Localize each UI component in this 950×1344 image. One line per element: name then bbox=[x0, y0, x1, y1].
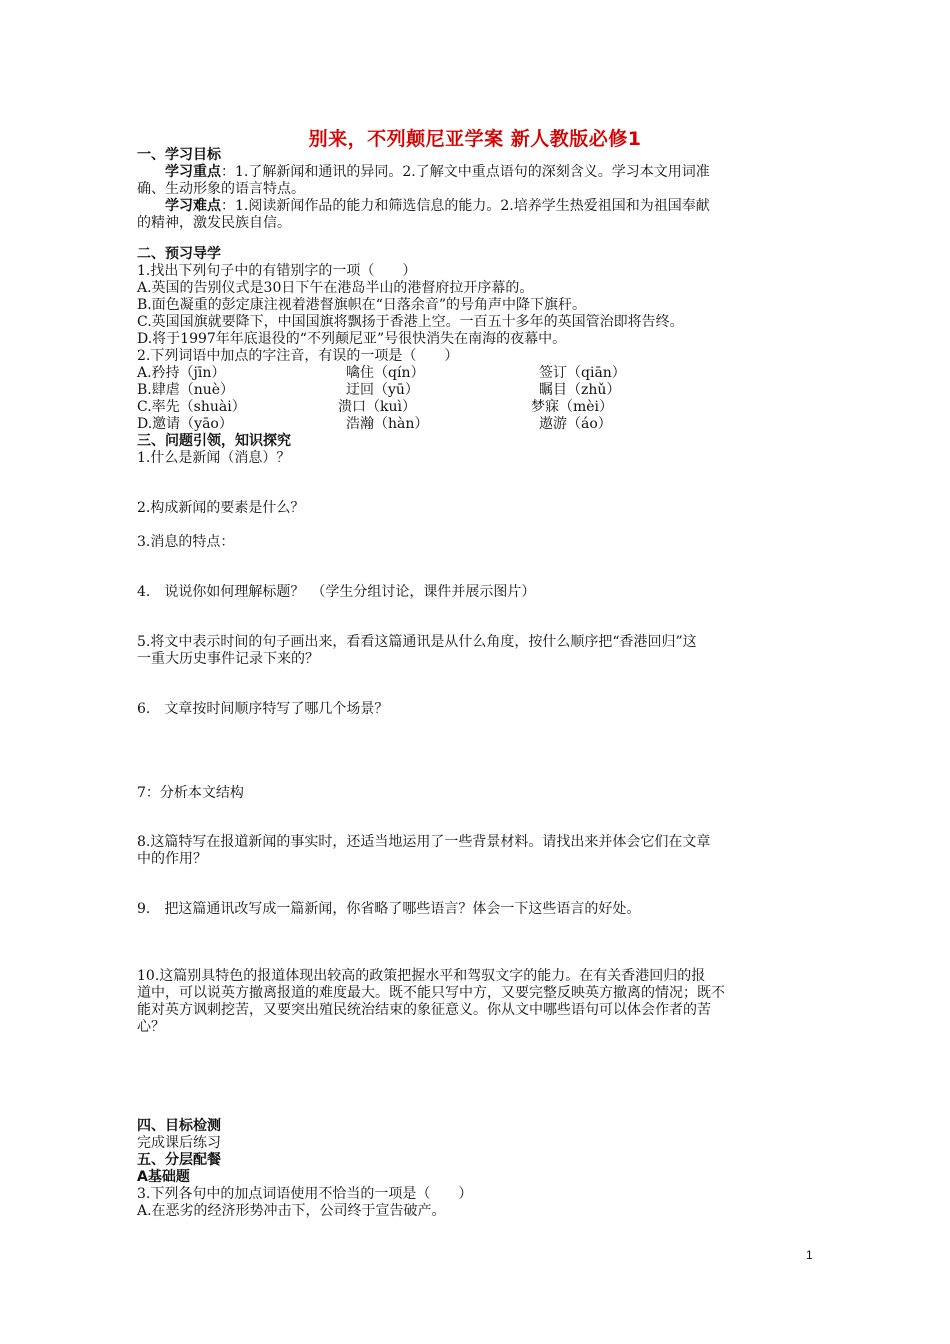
preview-q1-option-d: D.将于1997年年底退役的“不列颠尼亚”号很快消失在南海的夜幕中。 bbox=[137, 331, 567, 347]
section-5-heading: 五、分层配餐 bbox=[137, 1152, 221, 1168]
difficulties-line bbox=[165, 198, 710, 215]
difficulties-text-cont: 的精神，激发民族自信。 bbox=[137, 215, 291, 231]
preview-q1-option-a: A.英国的告别仪式是30日下午在港岛半山的港督府拉开序幕的。 bbox=[137, 280, 534, 296]
difficulties-text: ：1.阅读新闻作品的能力和筛选信息的能力。2.培养学生热爱祖国和为祖国奉献 bbox=[221, 198, 710, 214]
section-3-heading: 三、问题引领，知识探究 bbox=[137, 433, 291, 449]
pinyin-option-a-3: 签订（qiān） bbox=[539, 365, 626, 381]
difficulties-label: 学习难点 bbox=[165, 198, 221, 214]
inquiry-q10-cont-1: 道中，可以说英方撤离报道的难度最大。既不能只写中方，又要完整反映英方撤离的情况；既不 bbox=[137, 985, 725, 1001]
pinyin-option-b-3: 瞩目（zhǔ） bbox=[539, 382, 621, 398]
inquiry-q4: 4. 说说你如何理解标题？ （学生分组讨论，课件并展示图片） bbox=[137, 584, 536, 600]
section-2-heading: 二、预习导学 bbox=[137, 246, 221, 262]
key-points-text: ：1.了解新闻和通讯的异同。2.了解文中重点语句的深刻含义。学习本文用词准 bbox=[221, 164, 710, 180]
inquiry-q10-cont-2: 能对英方讽刺挖苦，又要突出殖民统治结束的象征意义。你从文中哪些语句可以体会作者的苦 bbox=[137, 1002, 711, 1018]
inquiry-q5: 5.将文中表示时间的句子画出来，看看这篇通讯是从什么角度，按什么顺序把“香港回归”这 bbox=[137, 634, 697, 650]
key-points-label: 学习重点 bbox=[165, 164, 221, 180]
pinyin-option-c-2: 溃口（kuì） bbox=[338, 399, 416, 415]
preview-q1-option-c: C.英国国旗就要降下，中国国旗将飘扬于香港上空。一百五十多年的英国管治即将告终。 bbox=[137, 314, 684, 330]
inquiry-q8: 8.这篇特写在报道新闻的事实时，还适当地运用了一些背景材料。请找出来并体会它们在文章 bbox=[137, 834, 711, 850]
pinyin-option-a-2: 噙住（qín） bbox=[346, 365, 425, 381]
inquiry-q9: 9. 把这篇通讯改写成一篇新闻，你省略了哪些语言？体会一下这些语言的好处。 bbox=[137, 901, 641, 917]
document-title: 别来，不列颠尼亚学案 新人教版必修1 bbox=[308, 128, 642, 150]
inquiry-q7: 7：分析本文结构 bbox=[137, 785, 244, 801]
inquiry-q10: 10.这篇别具特色的报道体现出较高的政策把握水平和驾驭文字的能力。在有关香港回归的报 bbox=[137, 968, 706, 984]
inquiry-q5-cont: 一重大历史事件记录下来的？ bbox=[137, 651, 319, 667]
pinyin-option-d-1: D.邀请（yāo） bbox=[137, 416, 233, 432]
section-4-text: 完成课后练习 bbox=[137, 1135, 221, 1151]
pinyin-option-d-3: 遨游（áo） bbox=[539, 416, 612, 432]
key-points-text-cont: 确、生动形象的语言特点。 bbox=[137, 181, 305, 197]
pinyin-option-c-3: 梦寐（mèi） bbox=[531, 399, 614, 415]
exercise-q3-option-a: A.在恶劣的经济形势冲击下，公司终于宣告破产。 bbox=[137, 1203, 446, 1219]
section-4-heading: 四、目标检测 bbox=[137, 1118, 221, 1134]
pinyin-option-b-2: 迂回（yū） bbox=[346, 382, 419, 398]
pinyin-option-d-2: 浩瀚（hàn） bbox=[346, 416, 429, 432]
preview-q1: 1.找出下列句子中的有错别字的一项（ ） bbox=[137, 263, 417, 279]
inquiry-q6: 6. 文章按时间顺序特写了哪几个场景？ bbox=[137, 701, 389, 717]
preview-q1-option-b: B.面色凝重的彭定康注视着港督旗帜在“日落余音”的号角声中降下旗秆。 bbox=[137, 297, 587, 313]
exercise-q3: 3.下列各句中的加点词语使用不恰当的一项是（ ） bbox=[137, 1186, 473, 1202]
inquiry-q2: 2.构成新闻的要素是什么？ bbox=[137, 500, 305, 516]
inquiry-q1: 1.什么是新闻（消息）？ bbox=[137, 450, 291, 466]
basic-questions-subheading: A基础题 bbox=[137, 1169, 190, 1185]
preview-q2: 2.下列词语中加点的字注音，有误的一项是（ ） bbox=[137, 348, 459, 364]
pinyin-option-a-1: A.矜持（jīn） bbox=[137, 365, 226, 381]
section-1-heading: 一、学习目标 bbox=[137, 147, 221, 163]
pinyin-option-b-1: B.肆虐（nuè） bbox=[137, 382, 235, 398]
key-points-line bbox=[165, 164, 710, 181]
inquiry-q3: 3.消息的特点： bbox=[137, 534, 235, 550]
inquiry-q8-cont: 中的作用？ bbox=[137, 851, 207, 867]
inquiry-q10-cont-3: 心？ bbox=[137, 1019, 165, 1035]
page-number: 1 bbox=[806, 1248, 813, 1262]
pinyin-option-c-1: C.率先（shuài） bbox=[137, 399, 246, 415]
